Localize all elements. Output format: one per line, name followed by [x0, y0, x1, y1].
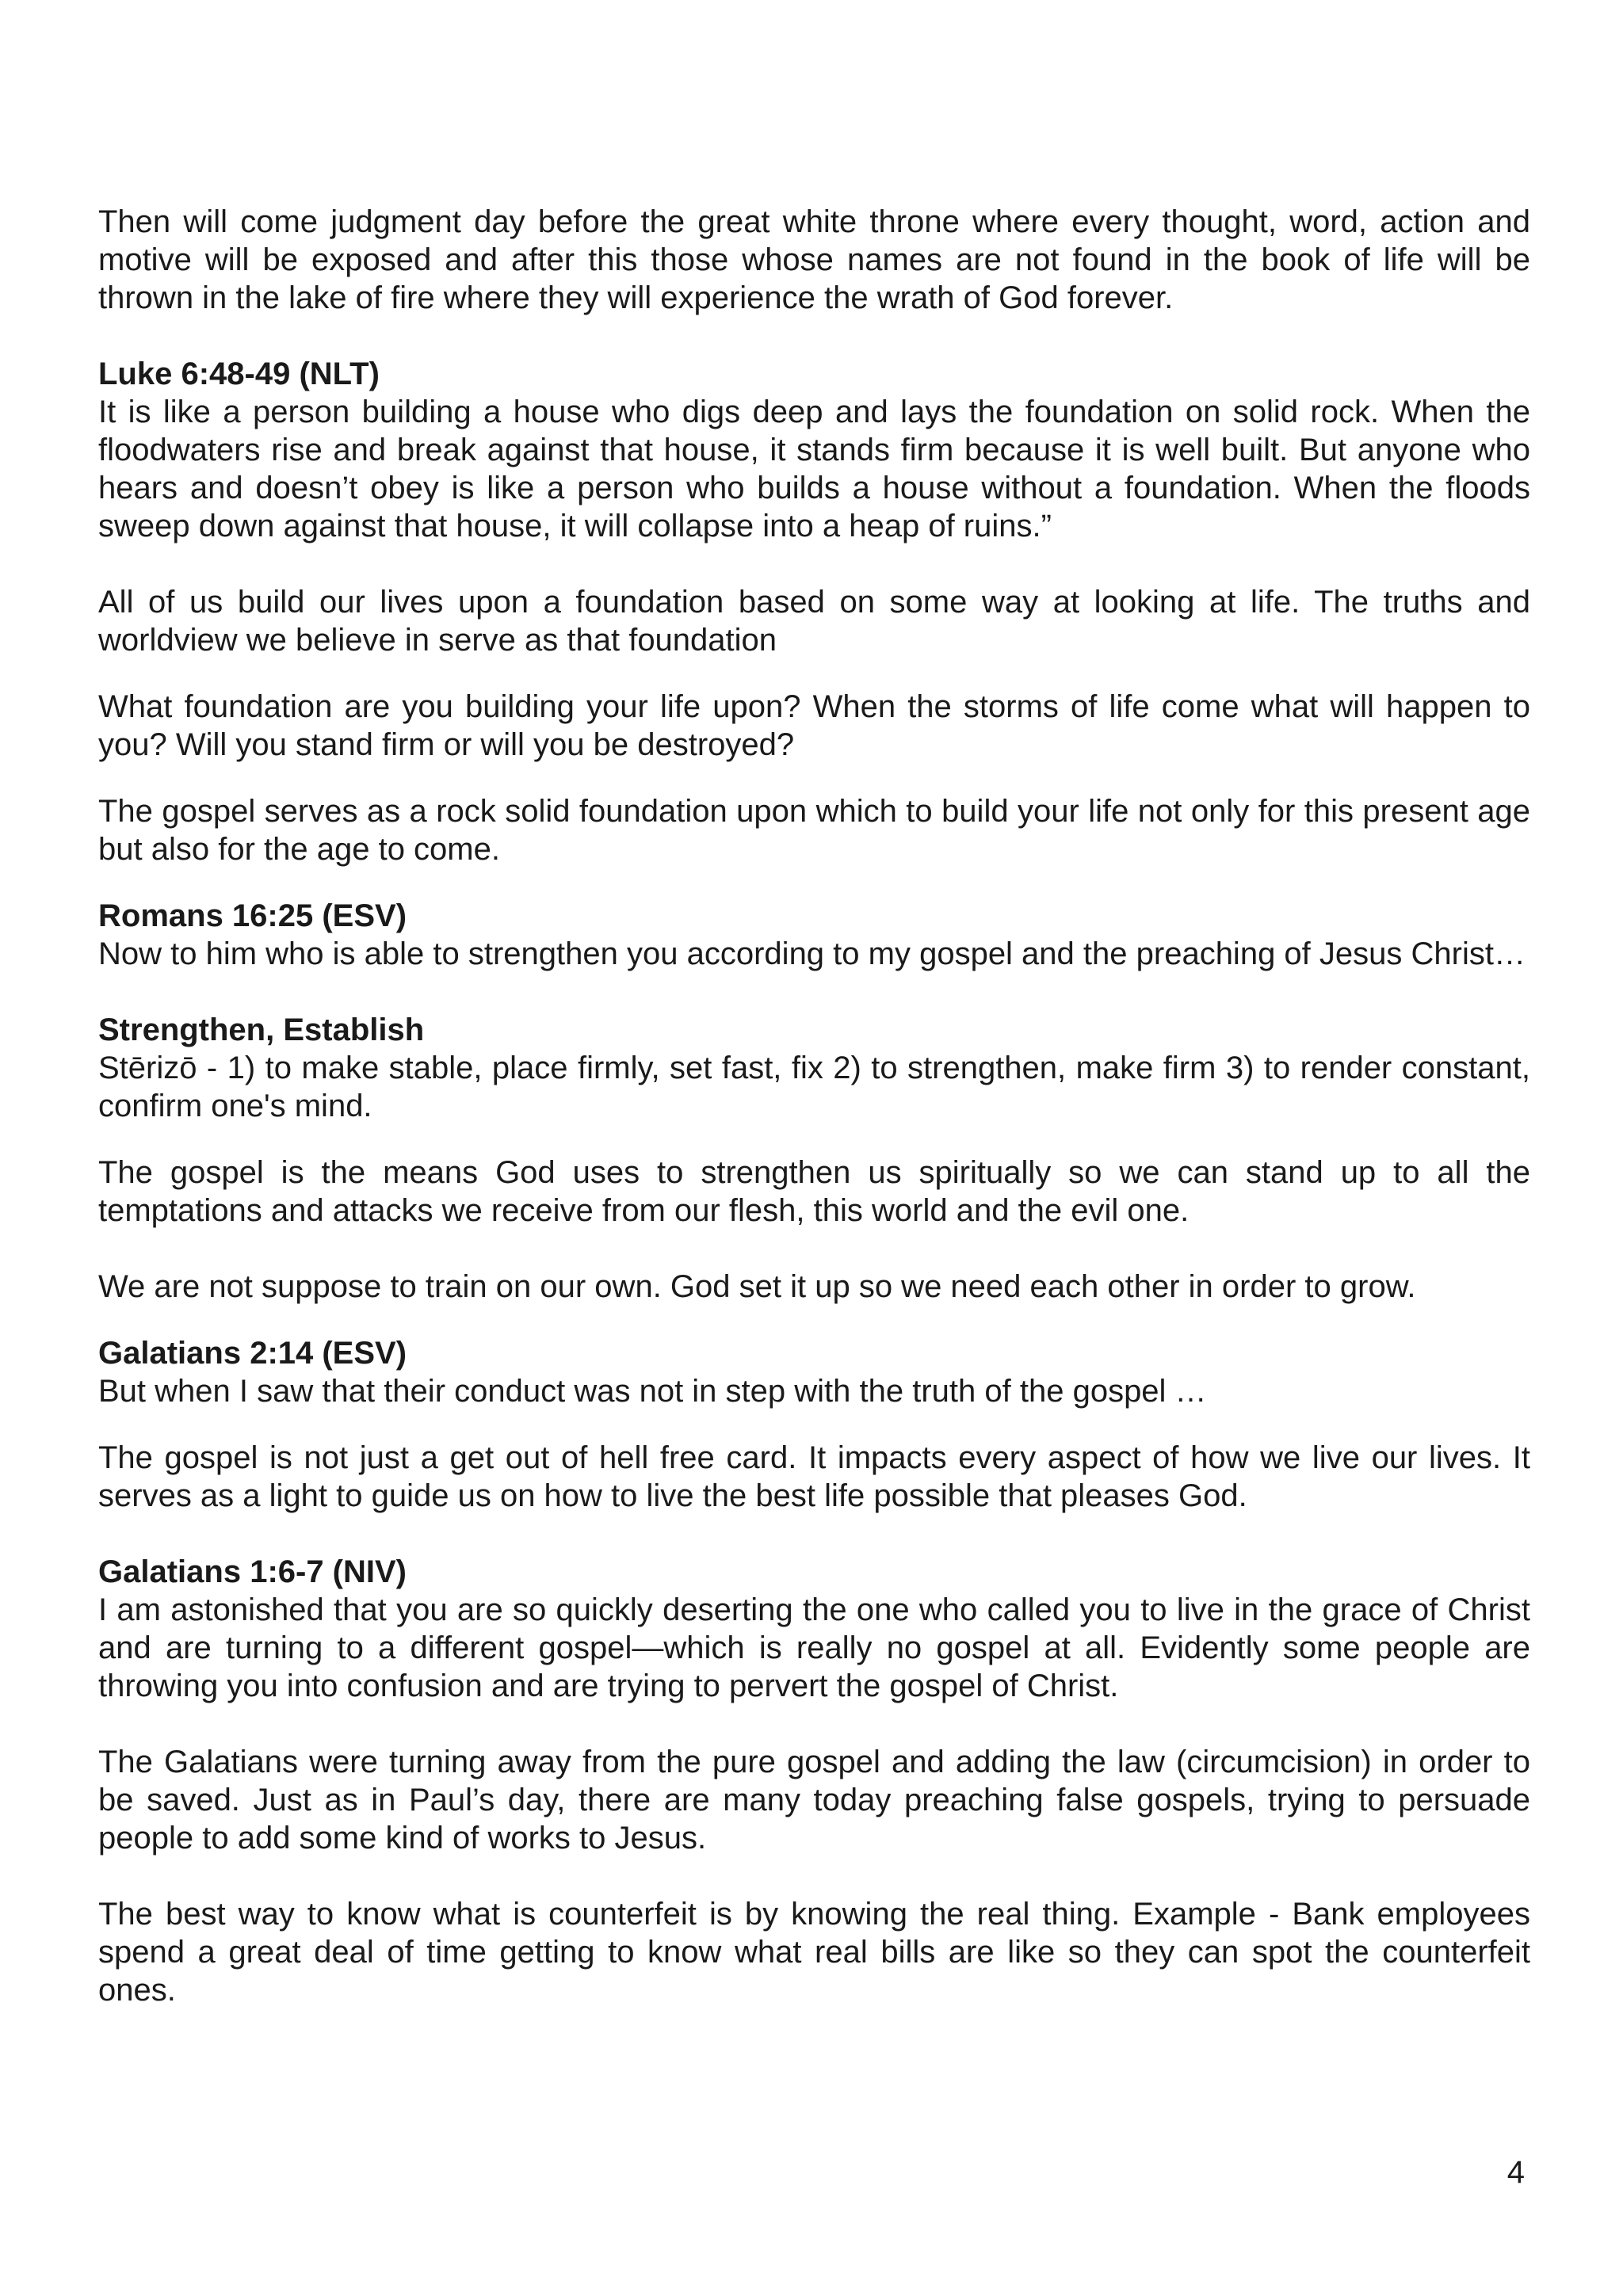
page-number: 4 — [1507, 2155, 1525, 2190]
paragraph-not-free-card: The gospel is not just a get out of hell free card. It impacts every aspect of how we live our lives. It serves as a light to guide us on how to live the best life possible that pleases God. — [98, 1440, 1530, 1513]
paragraph-galatians-turning: The Galatians were turning away from the pure gospel and adding the law (circumcision) in order to be saved. Just as in Paul’s day, there are many today preaching false gospels, trying to persuade people to add some kind of works to Jesus. — [98, 1745, 1530, 1855]
quote-galatians-1-6: I am astonished that you are so quickly deserting the one who called you to live in the grace of Christ and are turning to a different gospel—which is really no gospel at all. Evidently some people are throwing you into confusion and are trying to pervert the gospel of Christ. — [98, 1592, 1530, 1703]
quote-romans-16-25: Now to him who is able to strengthen you according to my gospel and the preaching of Jesus Christ… — [98, 936, 1526, 971]
paragraph-foundation: All of us build our lives upon a foundation based on some way at looking at life. The truths and worldview we believe in serve as that foundation — [98, 585, 1530, 658]
document-body — [98, 203, 1530, 2009]
heading-strengthen-establish: Strengthen, Establish — [98, 1013, 425, 1047]
paragraph-counterfeit: The best way to know what is counterfeit is by knowing the real thing. Example - Bank employees spend a great deal of time getting to know what real bills are like so they can spot the counterfeit ones. — [98, 1897, 1530, 2008]
paragraph-judgment-day: Then will come judgment day before the great white throne where every thought, word, action and motive will be exposed and after this those whose names are not found in the book of life will be thrown in the lake of fire where they will experience the wrath of God forever. — [98, 204, 1530, 315]
paragraph-rock-solid: The gospel serves as a rock solid foundation upon which to build your life not only for this present age but also for the age to come. — [98, 794, 1530, 867]
quote-galatians-2-14: But when I saw that their conduct was not in step with the truth of the gospel … — [98, 1374, 1207, 1409]
quote-luke-6-48: It is like a person building a house who digs deep and lays the foundation on solid rock. When the floodwaters rise and break against that house, it stands firm because it is well built. But anyone who hears and doesn’t obey is like a person who builds a house without a foundation. When the floods sweep down against that house, it will collapse into a heap of ruins.” — [98, 395, 1530, 543]
paragraph-what-foundation: What foundation are you building your life upon? When the storms of life come what will happen to you? Will you stand firm or will you be destroyed? — [98, 689, 1530, 762]
heading-galatians-1-6: Galatians 1:6-7 (NIV) — [98, 1554, 407, 1589]
heading-romans-16-25: Romans 16:25 (ESV) — [98, 898, 407, 933]
definition-sterizo: Stērizō - 1) to make stable, place firmly, set fast, fix 2) to strengthen, make firm 3) to render constant, confirm one's mind. — [98, 1051, 1530, 1123]
paragraph-train-together: We are not suppose to train on our own. God set it up so we need each other in order to grow. — [98, 1269, 1416, 1304]
heading-galatians-2-14: Galatians 2:14 (ESV) — [98, 1336, 407, 1371]
paragraph-gospel-means: The gospel is the means God uses to strengthen us spiritually so we can stand up to all the temptations and attacks we receive from our flesh, this world and the evil one. — [98, 1155, 1530, 1228]
heading-luke-6-48: Luke 6:48-49 (NLT) — [98, 357, 380, 391]
